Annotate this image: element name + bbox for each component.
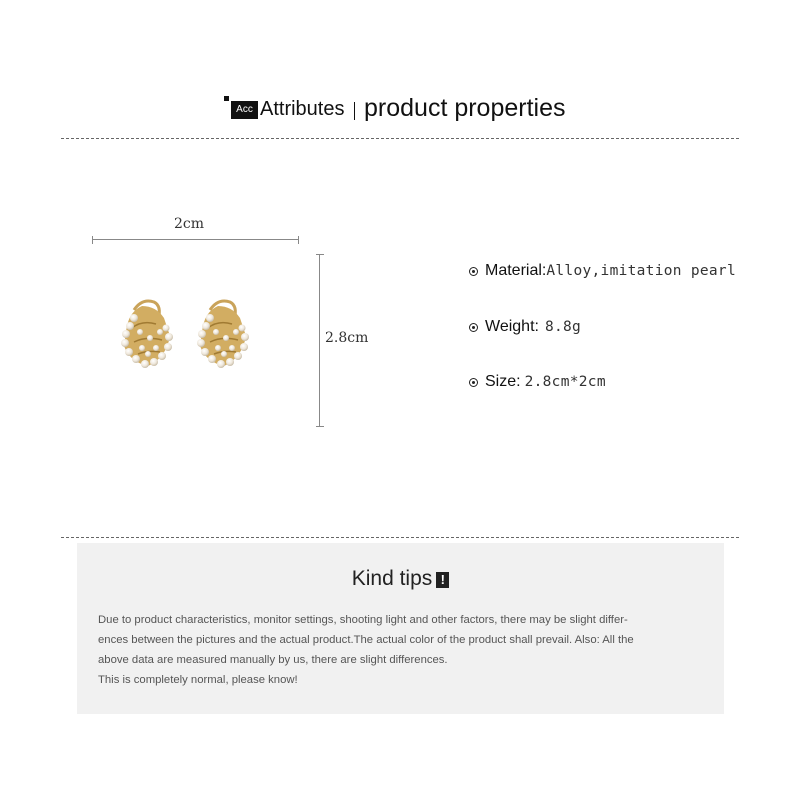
exclamation-icon: ! — [436, 572, 449, 588]
spec-item-size — [469, 373, 606, 391]
bullet-icon — [469, 378, 478, 387]
kind-tips-body — [98, 610, 710, 690]
tips-line: above data are measured manually by us, there are slight differences. — [98, 654, 448, 666]
width-measurement-line — [92, 239, 299, 240]
section-header — [224, 92, 644, 128]
page-title: product properties — [364, 94, 566, 122]
kind-tips-panel — [77, 543, 724, 714]
top-dashed-divider — [61, 138, 739, 139]
header-box-label: Acc — [231, 101, 258, 119]
spec-value: 8.8g — [544, 319, 582, 335]
spec-label: Size: — [485, 373, 521, 390]
kind-tips-heading — [77, 567, 724, 591]
bottom-dashed-divider — [61, 537, 739, 538]
bullet-icon — [469, 323, 478, 332]
height-measurement-label: 2.8cm — [325, 330, 369, 346]
earring-left — [121, 301, 173, 368]
bullet-icon — [469, 267, 478, 276]
tips-line: This is completely normal, please know! — [98, 674, 298, 686]
spec-label: Weight: — [485, 318, 539, 335]
spec-value: Alloy,imitation pearl — [546, 263, 736, 279]
product-image — [112, 292, 282, 378]
height-measurement-line — [319, 254, 320, 427]
header-attributes-label: Attributes — [260, 98, 345, 120]
tips-line: ences between the pictures and the actual product.The actual color of the product shall prevail. Also: All the — [98, 634, 634, 646]
spec-item-weight — [469, 318, 581, 336]
spec-label: Material: — [485, 262, 547, 279]
spec-value: 2.8cm*2cm — [524, 374, 606, 390]
earring-right — [197, 301, 249, 368]
kind-tips-title: Kind tips — [351, 567, 433, 590]
width-measurement-label: 2cm — [174, 216, 205, 232]
tips-line: Due to product characteristics, monitor settings, shooting light and other factors, there may be slight differ- — [98, 614, 628, 626]
header-divider — [354, 102, 355, 120]
header-dot — [224, 96, 229, 101]
spec-item-material — [469, 262, 736, 280]
